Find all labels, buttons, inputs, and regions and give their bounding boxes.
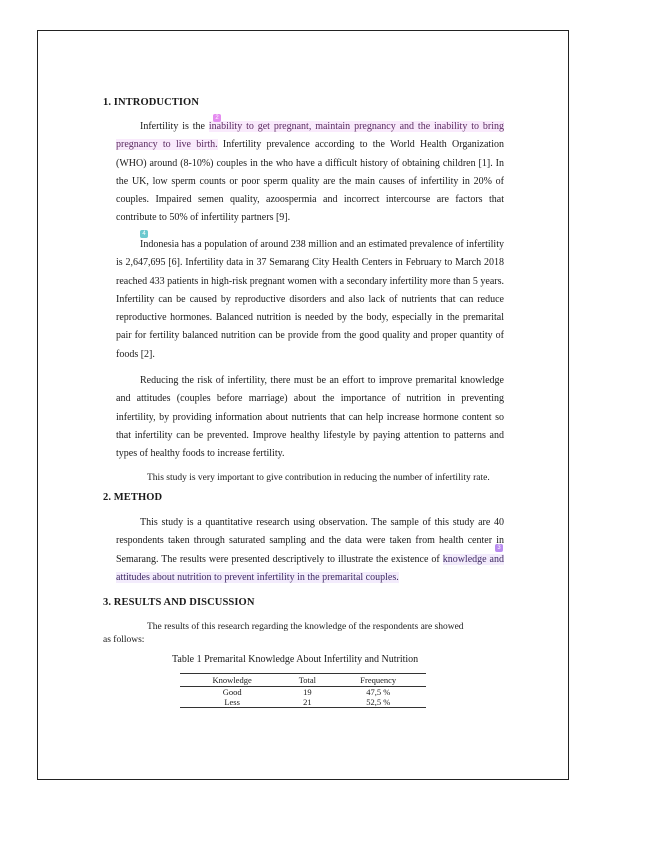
table-cell: 21 <box>284 697 330 708</box>
table-header-row <box>180 674 426 687</box>
method-paragraph <box>116 514 504 587</box>
intro-paragraph-2: Indonesia has a population of around 238 million and an estimated prevalence of infertility is 2,647,695 [6]. Infertility data in 37 Semarang City Health Centers in February to March 2018 reached 433 patients in high-risk pregnant women with a secondary infertility more than 5 years. Infertility can be caused by reproductive disorders and also lack of nutrients that can reduce reproductive hormones. Balanced nutrition is needed by the body, especially in the premarital pair for fertility balanced nutrition can be provide from the good quality and proper quantity of foods [2]. <box>116 239 504 360</box>
table-row <box>180 687 426 698</box>
section-heading-introduction: 1. INTRODUCTION <box>103 97 200 108</box>
method-highlighted-text[interactable]: knowledge and attitudes about nutrition to prevent infertility in the premarital couples. <box>116 553 504 583</box>
section-heading-method: 2. METHOD <box>103 492 163 503</box>
results-intro-line-1: The results of this research regarding the knowledge of the respondents are showed <box>147 622 464 632</box>
intro-note: This study is very important to give contribution in reducing the number of infertility rate. <box>147 473 490 483</box>
table-header-frequency: Frequency <box>330 674 426 687</box>
annotation-marker-teal[interactable]: 4 <box>140 230 148 238</box>
table-cell: Good <box>222 687 242 697</box>
table-caption: Table 1 Premarital Knowledge About Infertility and Nutrition <box>172 654 419 665</box>
results-intro-line-2: as follows: <box>103 635 145 645</box>
knowledge-table <box>180 673 426 708</box>
table-row <box>180 697 426 708</box>
table-cell: 52,5 % <box>330 697 426 708</box>
table-header-total: Total <box>284 674 330 687</box>
table-cell: 47,5 % <box>366 687 391 697</box>
table-header-knowledge: Knowledge <box>180 674 284 687</box>
method-lead-text: This study is a quantitative research using observation. The sample of this study are 40 respondents taken through saturated sampling and the data were taken from health center in Semarang. The results were presented descriptively to illustrate the existence of <box>116 517 504 565</box>
intro-p1-lead-text: Infertility is the <box>140 121 209 132</box>
section-heading-results: 3. RESULTS AND DISCUSSION <box>103 597 255 608</box>
intro-p1-highlighted-text[interactable]: inability to get pregnant, maintain pregnancy and the inability to bring pregnancy to live birth. <box>116 121 504 151</box>
intro-p1-rest-text: Infertility prevalence according to the World Health Organization (WHO) around (8-10%) couples in the who have a difficult history of obtaining children [1]. In the UK, low sperm counts or poor sperm quality are the main causes of infertility in 20% of couples. Impaired semen quality, azoospermia and incorrect intercourse are factors that contribute to 50% of infertility partners [9]. <box>116 139 504 224</box>
table-cell: Less <box>180 697 284 708</box>
table-cell: 19 <box>303 687 312 697</box>
intro-paragraph-3: Reducing the risk of infertility, there must be an effort to improve premarital knowledge and attitudes (couples before marriage) about the importance of nutrition in preventing infertility, by providing information about nutrients that can help increase hormone content so that infertility can be prevented. Improve healthy lifestyle by paying attention to patterns and types of healthy foods to increase fertility. <box>116 375 504 460</box>
annotation-marker-purple[interactable]: 3 <box>495 544 503 552</box>
annotation-marker-pink[interactable]: 2 <box>213 114 221 122</box>
intro-paragraph-1 <box>116 118 504 228</box>
